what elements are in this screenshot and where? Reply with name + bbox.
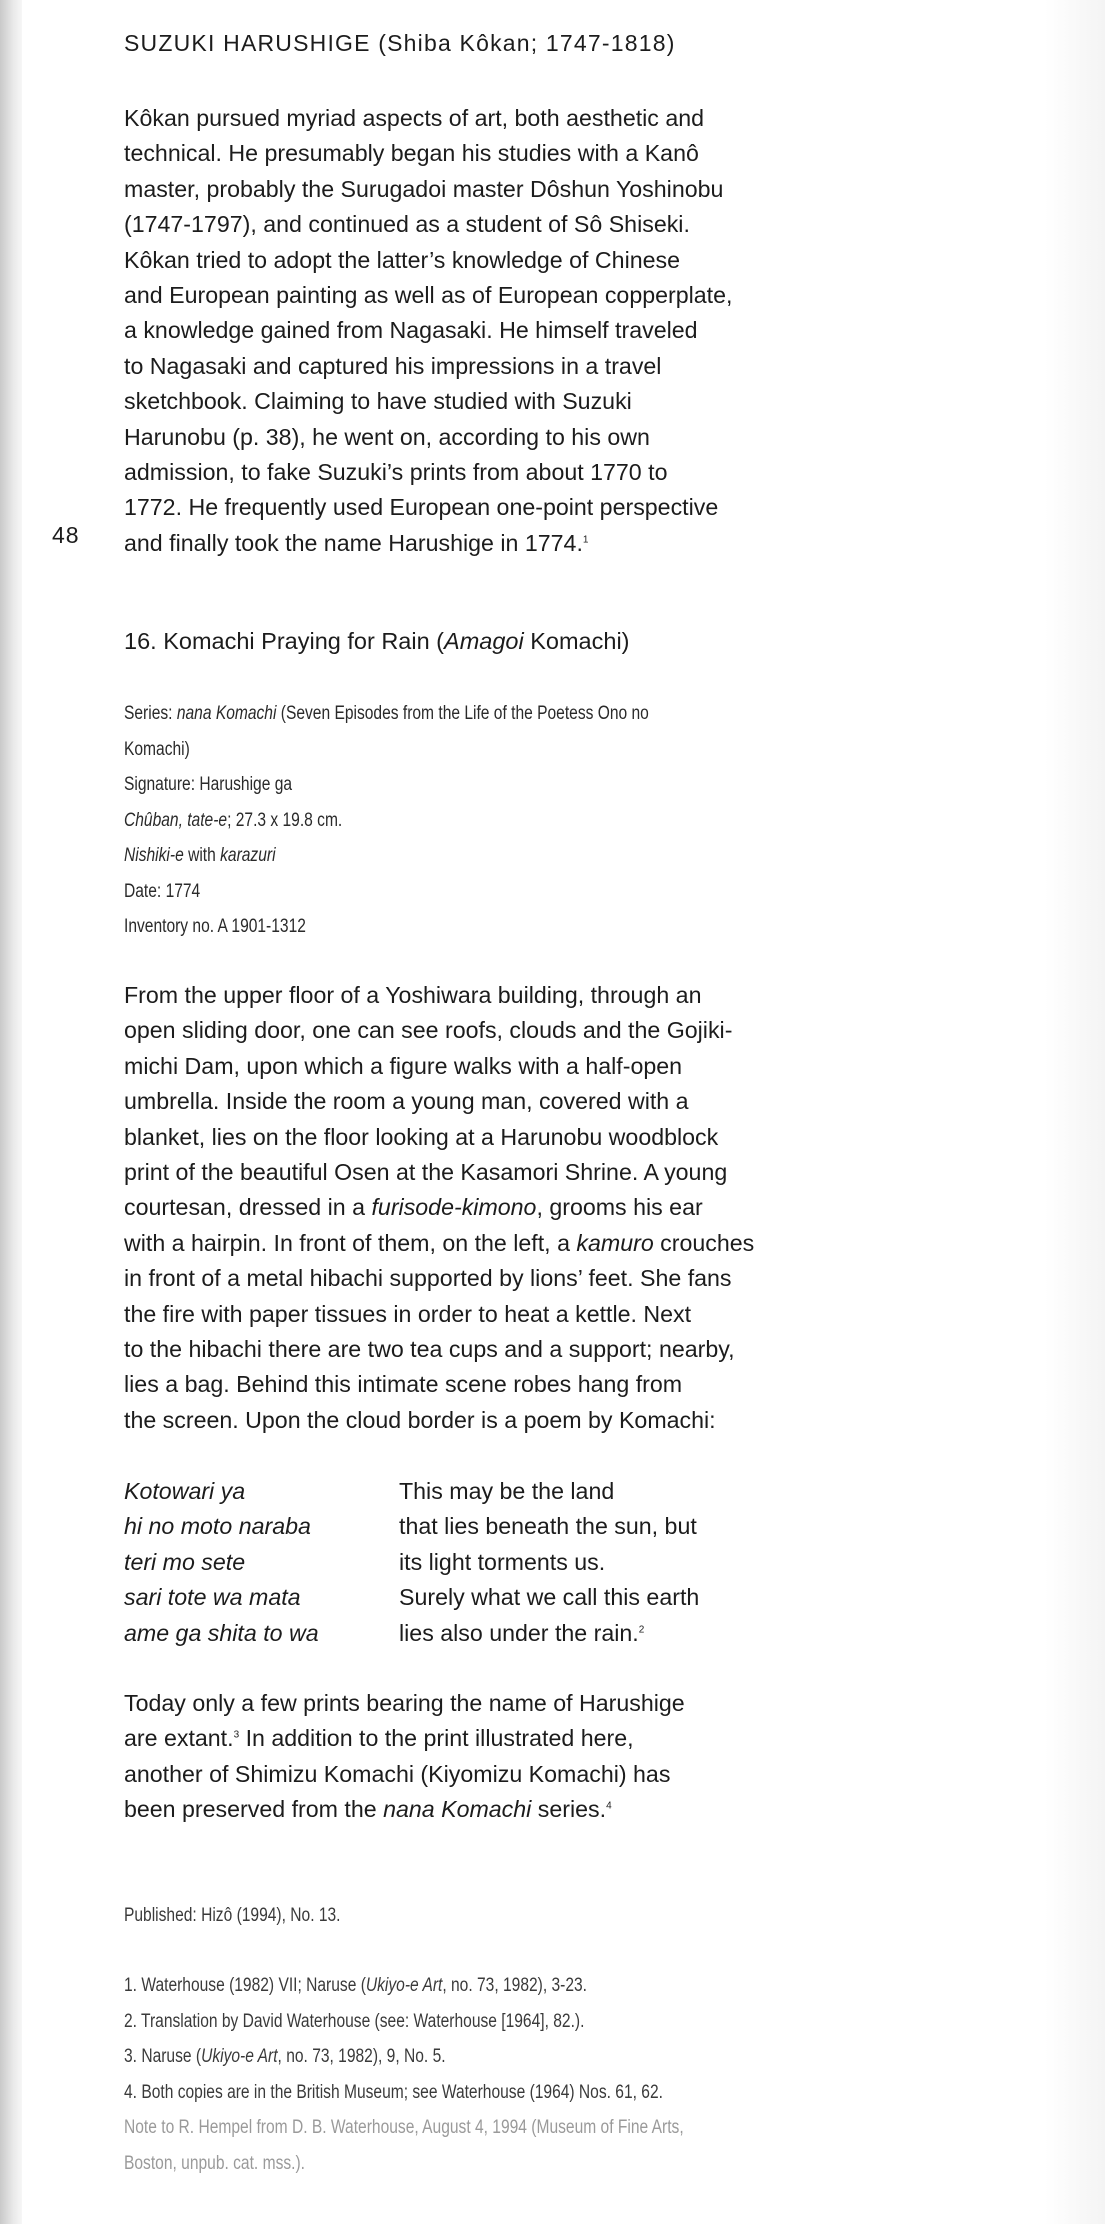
poem-japanese: Kotowari ya [124, 1478, 246, 1504]
poem-japanese: hi no moto naraba [124, 1513, 311, 1540]
intro-line: Harunobu (p. 38), he went on, according to his own [124, 423, 650, 450]
closing-line: been preserved from the nana Komachi series.$^4$ [124, 1796, 612, 1823]
poem-row [124, 1616, 814, 1651]
footnote-5: Note to R. Hempel from D. B. Waterhouse, August 4, 1994 (Museum of Fine Arts, [124, 2117, 684, 2138]
description-line: in front of a metal hibachi supported by lions’ feet. She fans [124, 1265, 732, 1292]
inventory-line: Inventory no. A 1901-1312 [124, 916, 306, 937]
footnote-2: 2. Translation by David Waterhouse (see: Waterhouse [1964], 82.). [124, 2010, 585, 2032]
poem-row [124, 1545, 814, 1580]
entry-metadata [124, 696, 814, 945]
page-edge-shadow [1045, 0, 1105, 2224]
entry-title: 16. Komachi Praying for Rain (Amagoi Komachi) [124, 628, 630, 654]
closing-line: are extant.$^3$ In addition to the print illustrated here, [124, 1725, 634, 1752]
poem-english: its light torments us. [399, 1548, 606, 1575]
date-line: Date: 1774 [124, 880, 201, 902]
intro-line: admission, to fake Suzuki’s prints from about 1770 to [124, 459, 668, 486]
poem-japanese: ame ga shita to wa [124, 1619, 319, 1646]
poem-row [124, 1580, 814, 1615]
description-line: umbrella. Inside the room a young man, covered with a [124, 1088, 689, 1115]
poem-japanese: teri mo sete [124, 1548, 246, 1575]
series-line: Series: nana Komachi (Seven Episodes from the Life of the Poetess Ono no [124, 703, 649, 724]
intro-line: and finally took the name Harushige in 1774.$^1$ [124, 529, 589, 556]
closing-line: Today only a few prints bearing the name of Harushige [124, 1690, 685, 1716]
intro-line: Kôkan tried to adopt the latter’s knowledge of Chinese [124, 246, 681, 273]
description-line: lies a bag. Behind this intimate scene robes hang from [124, 1371, 683, 1398]
page-gutter-shadow [0, 0, 22, 2224]
poem-english: that lies beneath the sun, but [399, 1513, 697, 1540]
footnote-ref: 1 [582, 534, 589, 546]
footnotes [124, 1968, 814, 2181]
intro-line: to Nagasaki and captured his impressions in a travel [124, 352, 662, 379]
poem-english: Surely what we call this earth [399, 1584, 700, 1611]
signature-line: Signature: Harushige ga [124, 774, 293, 795]
description-line: courtesan, dressed in a furisode-kimono, grooms his ear [124, 1194, 703, 1221]
format-line: Chûban, tate-e; 27.3 x 19.8 cm. [124, 809, 343, 831]
footnote-6: Boston, unpub. cat. mss.). [124, 2152, 305, 2174]
page-number: 48 [52, 522, 80, 548]
poem-english: lies also under the rain.$^2$ [399, 1619, 645, 1646]
artist-heading: SUZUKI HARUSHIGE (Shiba Kôkan; 1747-1818) [124, 30, 676, 56]
description-line: From the upper floor of a Yoshiwara building, through an [124, 982, 702, 1008]
intro-line: sketchbook. Claiming to have studied with Suzuki [124, 388, 632, 415]
technique-line: Nishiki-e with karazuri [124, 845, 276, 866]
poem-japanese: sari tote wa mata [124, 1584, 301, 1611]
series-line-cont: Komachi) [124, 738, 190, 760]
poem-english: This may be the land [399, 1478, 615, 1504]
closing-line: another of Shimizu Komachi (Kiyomizu Komachi) has [124, 1760, 671, 1787]
intro-line: a knowledge gained from Nagasaki. He himself traveled [124, 317, 698, 344]
description-line: open sliding door, one can see roofs, clouds and the Gojiki- [124, 1017, 733, 1044]
description-line: the screen. Upon the cloud border is a poem by Komachi: [124, 1406, 716, 1433]
intro-line: technical. He presumably began his studies with a Kanô [124, 140, 699, 167]
description-line: blanket, lies on the floor looking at a Harunobu woodblock [124, 1123, 719, 1150]
footnote-ref: 4 [606, 1800, 612, 1812]
footnote-4: 4. Both copies are in the British Museum; see Waterhouse (1964) Nos. 61, 62. [124, 2081, 663, 2103]
footnote-3: 3. Naruse (Ukiyo-e Art, no. 73, 1982), 9, No. 5. [124, 2046, 446, 2067]
poem-block [124, 1474, 814, 1651]
intro-line: Kôkan pursued myriad aspects of art, both aesthetic and [124, 105, 705, 131]
intro-line: (1747-1797), and continued as a student of Sô Shiseki. [124, 211, 690, 238]
poem-row [124, 1474, 814, 1509]
closing-paragraph [124, 1686, 814, 1828]
published-note: Published: Hizô (1994), No. 13. [124, 1905, 341, 1926]
description-line: print of the beautiful Osen at the Kasamori Shrine. A young [124, 1159, 728, 1186]
footnote-1: 1. Waterhouse (1982) VII; Naruse (Ukiyo-e Art, no. 73, 1982), 3-23. [124, 1975, 588, 1996]
intro-line: master, probably the Surugadoi master Dôshun Yoshinobu [124, 175, 724, 202]
footnote-ref: 3 [233, 1729, 240, 1741]
description-line: to the hibachi there are two tea cups and a support; nearby, [124, 1336, 735, 1363]
intro-line: 1772. He frequently used European one-point perspective [124, 494, 719, 521]
footnote-ref: 2 [638, 1623, 645, 1635]
description-line: with a hairpin. In front of them, on the left, a kamuro crouches [124, 1229, 755, 1256]
poem-row [124, 1509, 814, 1544]
intro-line: and European painting as well as of European copperplate, [124, 282, 733, 309]
description-line: michi Dam, upon which a figure walks with a half-open [124, 1052, 683, 1079]
description-paragraph [124, 978, 814, 1438]
description-line: the fire with paper tissues in order to heat a kettle. Next [124, 1300, 692, 1327]
intro-paragraph [124, 101, 814, 561]
